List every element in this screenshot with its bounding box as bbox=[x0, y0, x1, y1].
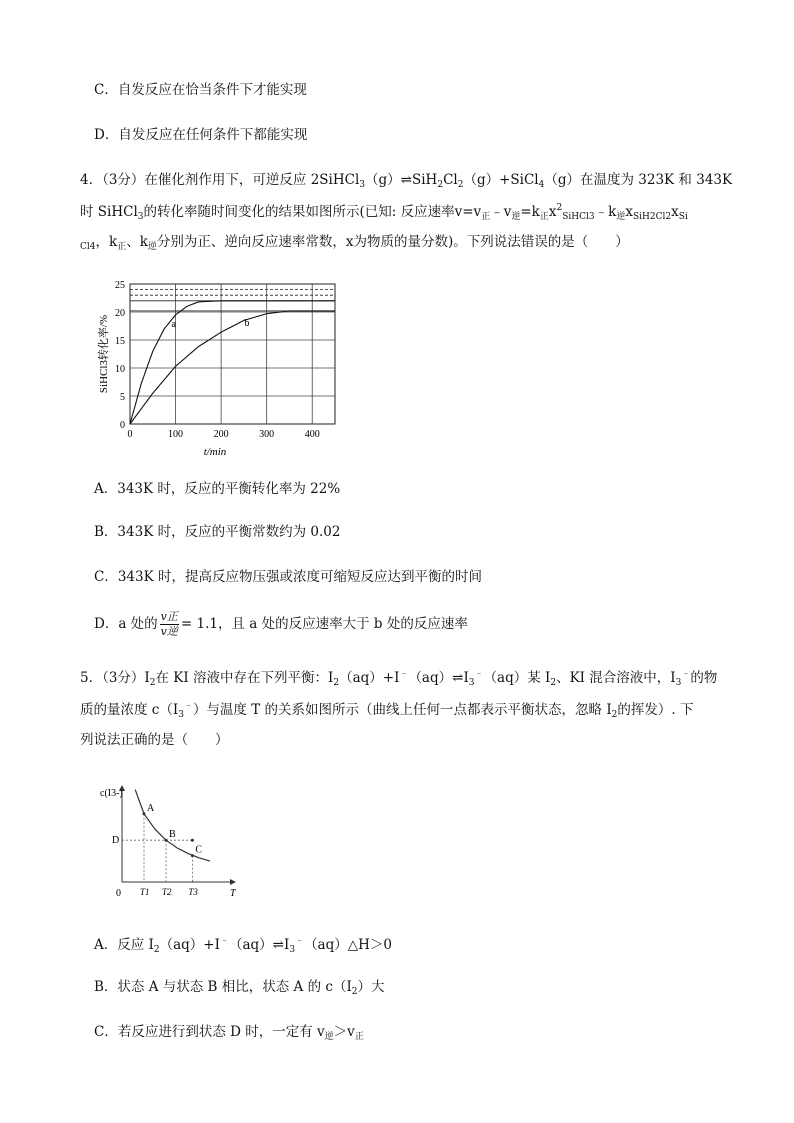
q4-option-b: B．343K 时，反应的平衡常数约为 0.02 bbox=[94, 524, 341, 540]
rate-ratio-fraction: $\frac{\text{v正}}{\text{v逆}}$ bbox=[160, 610, 178, 639]
chart2-ylabel: c(I3-) bbox=[100, 788, 123, 799]
chart1-point-label: a bbox=[171, 318, 177, 330]
q4-option-d: D．a 处的 $\frac{\text{v正}}{\text{v逆}}$ = 1.1，且 a 处的反应速率大于 b 处的反应速率 bbox=[94, 610, 468, 639]
conversion-chart bbox=[95, 274, 345, 460]
chart1-xlabel: t/min bbox=[203, 446, 227, 458]
q3-option-c: C．自发反应在恰当条件下才能实现 bbox=[94, 82, 307, 98]
q3-option-d: D．自发反应在任何条件下都能实现 bbox=[94, 127, 308, 143]
chart2-xtick: T1 bbox=[140, 887, 150, 897]
chart1-xtick: 300 bbox=[259, 429, 275, 440]
chart2-xlabel: T bbox=[230, 888, 236, 899]
q5-option-a: A．反应 $I_2(aq)+I^﹣(aq)\rightleftharpoons I_3^﹣(aq)\triangle H>0$ bbox=[94, 936, 392, 955]
chart2-point-label: C bbox=[195, 844, 203, 856]
q4-stem-line2: 时 SiHCl$_3$的转化率随时间变化的结果如图所示(已知: 反应速率$v=v_正﹣v_逆=k_正x^2_{SiHCl3}﹣k_逆x_{SiH2Cl2}x_{Si}$ bbox=[80, 203, 688, 222]
chart2-origin: 0 bbox=[116, 888, 121, 899]
chart1-xtick: 400 bbox=[304, 429, 320, 440]
concentration-chart bbox=[100, 780, 250, 900]
chart1-xtick: 0 bbox=[127, 429, 133, 440]
chart2-xtick: T3 bbox=[188, 887, 198, 897]
chart2-point-label: D bbox=[112, 835, 120, 847]
chart2-point-label: A bbox=[147, 802, 155, 814]
chart2-point bbox=[143, 812, 146, 815]
chart1-curve-343K bbox=[130, 301, 335, 424]
q5-stem-line2: 质的量浓度 $c(I_3^﹣)$与温度 T 的关系如图所示（曲线上任何一点都表示平衡状态，忽略 $I_2$的挥发）. 下 bbox=[80, 701, 694, 720]
chart1-ytick: 20 bbox=[115, 308, 125, 319]
chart1-ytick: 0 bbox=[120, 420, 125, 431]
chart1-ytick: 15 bbox=[115, 336, 125, 347]
chart1-point-label: b bbox=[244, 318, 250, 330]
chart1-ytick: 10 bbox=[115, 364, 125, 375]
q5-stem-line3: 列说法正确的是（ ） bbox=[80, 732, 229, 748]
chart2-xtick: T2 bbox=[162, 887, 172, 897]
chart1-ytick: 5 bbox=[120, 392, 125, 403]
chart1-ylabel: SiHCl3转化率/% bbox=[98, 314, 110, 394]
chart1-curve-323K bbox=[130, 311, 335, 424]
chart2-point bbox=[191, 854, 194, 857]
chart1-frame bbox=[130, 284, 335, 424]
q5-option-b: B．状态 A 与状态 B 相比，状态 A 的 $c(I_2)$大 bbox=[94, 979, 385, 997]
q5-stem-line1: 5．（3分）$I_2$在 KI 溶液中存在下列平衡：$I_2(aq)+I^﹣(aq)\rightleftharpoons I_3^﹣(aq)$某 $I_2$、KI 混合溶液中，$I_3^﹣$的物 bbox=[80, 669, 718, 688]
q4-option-a: A．343K 时，反应的平衡转化率为 22% bbox=[94, 481, 341, 497]
chart1-ytick: 25 bbox=[115, 280, 125, 291]
q5-option-c: C．若反应进行到状态 D 时，一定有 $v_逆>v_正$ bbox=[94, 1024, 364, 1042]
chart2-point-label: B bbox=[169, 829, 176, 841]
chart1-xtick: 200 bbox=[213, 429, 229, 440]
q4-stem-line1: 4．（3分）在催化剂作用下，可逆反应 $2SiHCl_3(g)\rightleftharpoons SiH_2Cl_2(g)+SiCl_4(g)$在温度为 323K 和 343K bbox=[80, 172, 733, 190]
chart2-point bbox=[191, 839, 194, 842]
q4-stem-line3: $_{Cl4}$，$k_正$、$k_逆$分别为正、逆向反应速率常数，x为物质的量分数)。下列说法错误的是（ ） bbox=[80, 234, 629, 252]
q4-option-c: C．343K 时，提高反应物压强或浓度可缩短反应达到平衡的时间 bbox=[94, 569, 482, 585]
chart2-point bbox=[165, 839, 168, 842]
chart1-xtick: 100 bbox=[168, 429, 184, 440]
